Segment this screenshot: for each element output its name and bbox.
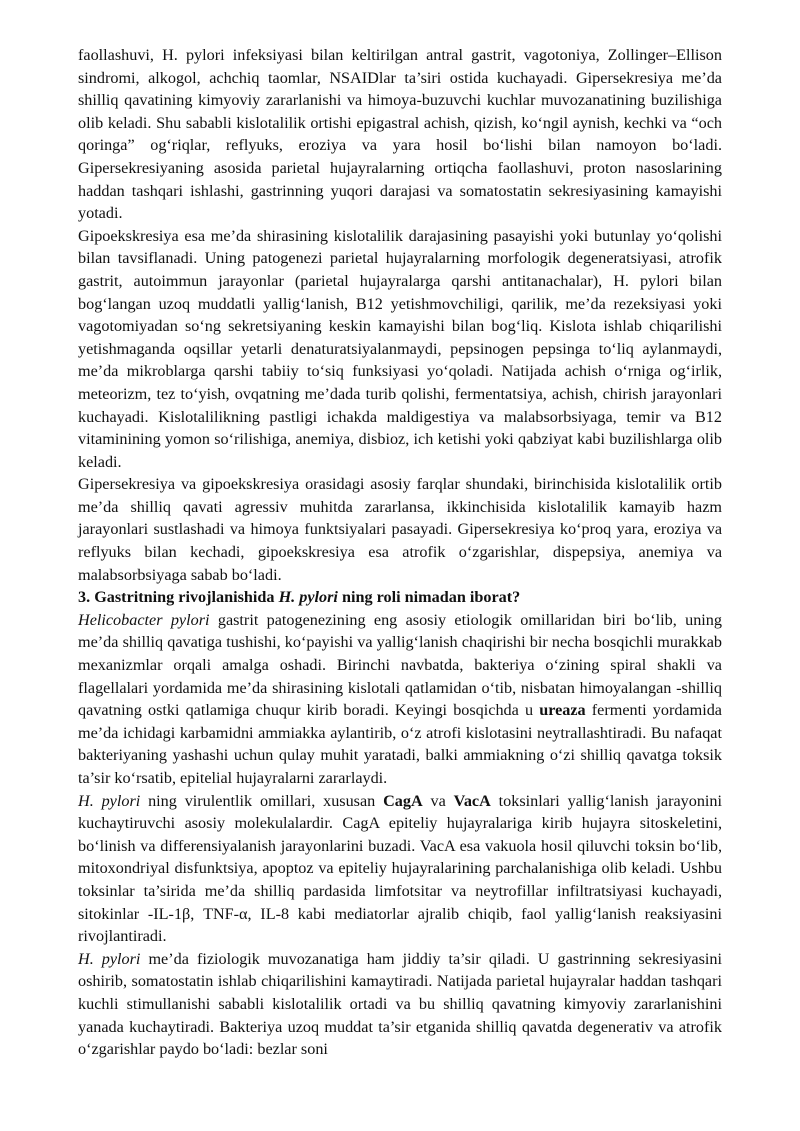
paragraph xyxy=(78,473,722,586)
bold-term: ureaza xyxy=(539,701,586,720)
paragraph-text: ning virulentlik omillari, xususan xyxy=(140,791,384,810)
paragraph xyxy=(78,44,722,225)
paragraph-text: me’da fiziologik muvozanatiga ham jiddiy ta’sir qiladi. U gastrinning sekresiyasini oshirib, somatostatin ishlab chiqarilishini kamaytiradi. Natijada parietal hujayralar haddan tashqari kuchli stimullanishi sababli kislotalilik ortadi va bu shilliq qavatning kimyoviy zararlanishini yanada kuchaytiradi. Bakteriya uzoq muddat ta’sir etganida shilliq qavatda degenerativ va atrofik o‘zgarishlar paydo bo‘ladi: bezlar soni xyxy=(78,949,722,1059)
document-page xyxy=(78,44,722,1061)
paragraph xyxy=(78,609,722,790)
italic-term: Helicobacter pylori xyxy=(78,610,210,629)
heading-text-start: 3. Gastritning rivojlanishida xyxy=(78,588,279,607)
paragraph-text: Gipersekresiya va gipoekskresiya orasidagi asosiy farqlar shundaki, birinchisida kislotalilik ortib me’da shilliq qavati agressiv muhitda zararlansa, ikkinchisida kislotalilik kamayib hazm jarayonlari sustlashadi va himoya funktsiyalari pasayadi. Gipersekresiya ko‘proq yara, eroziya va reflyuks bilan kechadi, gipoekskresiya esa atrofik o‘zgarishlar, dispepsiya, anemiya va malabsorbsiyaga sabab bo‘ladi. xyxy=(78,475,722,584)
italic-term: H. pylori xyxy=(78,791,141,810)
paragraph xyxy=(78,225,722,474)
paragraph xyxy=(78,948,722,1061)
section-h-pylori-role xyxy=(78,609,722,1061)
bold-term: CagA xyxy=(383,791,423,810)
paragraph-text: toksinlari yallig‘lanish jarayonini kuchaytiruvchi asosiy molekulalardir. CagA epiteliy hujayralariga kirib hujayra sitoskeletini, bo‘linish va differensiyalanish jarayonlarini buzadi. VacA esa vakuola hosil qiluvchi toksin bo‘lib, mitoxondriyal disfunktsiya, apoptoz va epiteliy hujayralarining parchalanishiga olib keladi. Ushbu toksinlar ta’sirida me’da shilliq pardasida limfotsitar va neytrofillar infiltratsiyasi kuchayadi, sitokinlar -IL-1β, TNF-α, IL-8 kabi mediatorlar ajralib chiqib, faol yallig‘lanish reaksiyasini rivojlantiradi. xyxy=(78,791,723,946)
paragraph-text: va xyxy=(422,791,454,810)
paragraph xyxy=(78,790,722,948)
heading-text-italic: H. pylori xyxy=(278,588,338,607)
paragraph-text: fermenti yordamida me’da ichidagi karbamidni ammiakka aylantirib, o‘z atrofi kislotasini neytrallashtiradi. Bu nafaqat bakteriyaning yashashi uchun qulay muhit yaratadi, balki ammiakning o‘zi shilliq qavatga toksik ta’sir ko‘rsatib, epitelial hujayralarni zararlaydi. xyxy=(78,701,722,787)
section-secretion-disorders xyxy=(78,44,722,586)
heading-text-end: ning roli nimadan iborat? xyxy=(337,588,521,607)
paragraph-text: faollashuvi, H. pylori infeksiyasi bilan keltirilgan antral gastrit, vagotoniya, Zollinger–Ellison sindromi, alkogol, achchiq taomlar, NSAIDlar ta’siri ostida kuchayadi. Gipersekresiya me’da shilliq qavatining kimyoviy zararlanishi va himoya-buzuvchi kuchlar muvozanatining buzilishiga olib keladi. Shu sababli kislotalilik ortishi epigastral achish, qizish, ko‘ngil aynish, kechki va “och qoringa” og‘riqlar, reflyuks, eroziya va yara hosil bo‘lishi bilan namoyon bo‘ladi. Gipersekresiyaning asosida parietal hujayralarning ortiqcha faollashuvi, proton nasoslarining haddan tashqari ishlashi, gastrinning yuqori darajasi va somatostatin sekresiyasining kamayishi yotadi. xyxy=(78,46,722,223)
paragraph-text: Gipoekskresiya esa me’da shirasining kislotalilik darajasining pasayishi yoki butunlay yo‘qolishi bilan tavsiflanadi. Uning patogenezi parietal hujayralarning morfologik degeneratsiyasi, atrofik gastrit, autoimmun jarayonlar (parietal hujayralarga qarshi antitanachalar), H. pylori bilan bog‘langan uzoq muddatli yallig‘lanish, B12 yetishmovchiligi, qarilik, me’da rezeksiyasi yoki vagotomiyadan so‘ng sekretsiyaning keskin kamayishi bilan bog‘liq. Kislota ishlab chiqarilishi yetishmaganda oqsillar yetarli denaturatsiyalanmaydi, pepsinogen pepsinga to‘liq aylanmaydi, me’da mikroblarga qarshi tabiiy to‘siq funksiyasi yo‘qoladi. Natijada achish o‘rniga og‘irlik, meteorizm, tez to‘yish, ovqatning me’dada turib qolishi, fermentatsiya, achish, chirish jarayonlari kuchayadi. Kislotalilikning pastligi ichakda maldigestiya va malabsorbsiyaga, temir va B12 vitaminining yomon so‘rilishiga, anemiya, disbioz, ich ketishi yoki qabziyat kabi buzilishlarga olib keladi. xyxy=(78,226,722,471)
section-heading xyxy=(78,586,722,609)
bold-term: VacA xyxy=(453,791,491,810)
paragraph-text: gastrit patogenezining eng asosiy etiologik omillaridan biri bo‘lib, uning me’da shilliq qavatiga tushishi, ko‘payishi va yallig‘lanish chaqirishi bir necha bosqichli murakkab mexanizmlar orqali amalga oshadi. Birinchi navbatda, bakteriya o‘zining spiral shakli va flagellalari yordamida me’da shirasining kislotali qatlamidan o‘tib, nisbatan himoyalangan -shilliq qavatning ostki qatlamiga chuqur kirib boradi. Keyingi bosqichda u xyxy=(78,610,722,720)
italic-term: H. pylori xyxy=(78,949,141,968)
